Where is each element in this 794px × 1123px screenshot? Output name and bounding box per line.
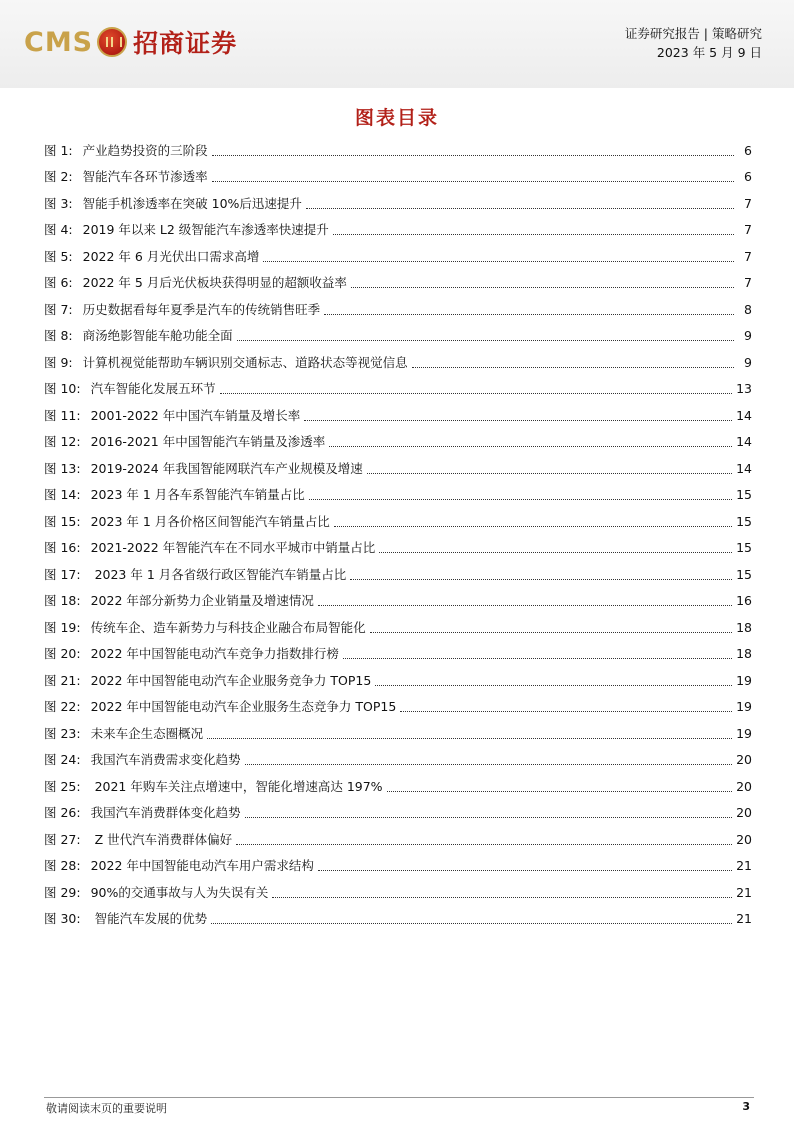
toc-entry-label: 图 18: xyxy=(44,593,81,608)
toc-entry[interactable] xyxy=(44,159,752,186)
toc-entry-page: 21 xyxy=(736,858,752,873)
toc-leader-dots xyxy=(245,763,732,765)
toc-leader-dots xyxy=(324,313,734,315)
toc-leader-dots xyxy=(272,896,732,898)
toc-entry-page: 18 xyxy=(736,646,752,661)
toc-entry[interactable] xyxy=(44,477,752,504)
toc-entry-label: 图 2: xyxy=(44,169,73,184)
toc-entry-title: 2022 年部分新势力企业销量及增速情况 xyxy=(90,593,314,608)
toc-entry-label: 图 16: xyxy=(44,540,81,555)
toc-entry[interactable] xyxy=(44,609,752,636)
report-date: 2023 年 5 月 9 日 xyxy=(656,45,762,60)
toc-entry[interactable] xyxy=(44,742,752,769)
toc-leader-dots xyxy=(245,816,732,818)
footer-divider xyxy=(44,1097,754,1098)
toc-entry-title: 我国汽车消费需求变化趋势 xyxy=(90,752,241,767)
toc-entry-title: 2022 年中国智能电动汽车企业服务竞争力 TOP15 xyxy=(90,672,372,688)
figure-toc xyxy=(44,132,752,927)
toc-entry-title: 汽车智能化发展五环节 xyxy=(90,381,216,396)
toc-entry-label: 图 15: xyxy=(44,513,81,529)
toc-entry-title: 2023 年 1 月各车系智能汽车销量占比 xyxy=(90,487,305,502)
toc-entry-label: 图 13: xyxy=(44,460,81,476)
toc-entry-title: 2022 年中国智能电动汽车企业服务生态竞争力 TOP15 xyxy=(90,699,397,714)
toc-leader-dots xyxy=(400,710,732,712)
toc-entry[interactable] xyxy=(44,583,752,610)
toc-entry-label: 图 30: xyxy=(44,911,81,926)
toc-entry-page: 7 xyxy=(744,222,752,237)
toc-entry-page: 15 xyxy=(736,487,752,502)
toc-entry[interactable] xyxy=(44,821,752,848)
toc-entry-page: 13 xyxy=(736,381,752,396)
toc-entry-title: 2022 年 6 月光伏出口需求高增 xyxy=(82,248,260,264)
toc-entry[interactable] xyxy=(44,503,752,530)
toc-entry-label: 图 6: xyxy=(44,275,73,290)
toc-entry-title: 2022 年中国智能电动汽车竞争力指数排行榜 xyxy=(90,646,339,661)
toc-entry-label: 图 14: xyxy=(44,487,81,502)
toc-entry[interactable] xyxy=(44,848,752,875)
toc-entry-label: 图 28: xyxy=(44,858,81,873)
toc-entry[interactable] xyxy=(44,291,752,318)
toc-entry-title: 传统车企、造车新势力与科技企业融合布局智能化 xyxy=(90,619,366,635)
cms-logo xyxy=(24,22,237,62)
toc-entry-page: 19 xyxy=(736,725,752,741)
toc-leader-dots xyxy=(412,366,734,368)
toc-leader-dots xyxy=(379,551,732,553)
toc-entry-title: 历史数据看每年夏季是汽车的传统销售旺季 xyxy=(82,301,321,317)
toc-entry[interactable] xyxy=(44,768,752,795)
toc-entry[interactable] xyxy=(44,715,752,742)
toc-entry-page: 15 xyxy=(736,566,752,582)
toc-entry-label: 图 1: xyxy=(44,142,73,158)
toc-entry-page: 7 xyxy=(744,195,752,211)
toc-leader-dots xyxy=(329,445,732,447)
toc-entry-page: 8 xyxy=(744,301,752,317)
toc-entry-label: 图 11: xyxy=(44,407,81,423)
toc-entry-page: 19 xyxy=(736,699,752,714)
toc-entry-page: 14 xyxy=(736,434,752,449)
toc-entry-page: 15 xyxy=(736,540,752,555)
toc-entry-page: 21 xyxy=(736,911,752,926)
toc-entry-page: 14 xyxy=(736,460,752,476)
toc-entry[interactable] xyxy=(44,397,752,424)
page-title: 图表目录 xyxy=(354,107,439,129)
toc-entry[interactable] xyxy=(44,318,752,345)
footer-page-number: 3 xyxy=(742,1100,750,1113)
toc-entry-title: 2021-2022 年智能汽车在不同水平城市中销量占比 xyxy=(90,540,376,555)
toc-entry[interactable] xyxy=(44,450,752,477)
toc-entry-page: 19 xyxy=(736,672,752,688)
toc-entry-title: 2021 年购车关注点增速中，智能化增速高达 197% xyxy=(90,778,383,794)
toc-entry[interactable] xyxy=(44,212,752,239)
toc-entry-title: 2023 年 1 月各价格区间智能汽车销量占比 xyxy=(90,513,330,529)
toc-entry-label: 图 26: xyxy=(44,805,81,820)
toc-entry-title: 2022 年 5 月后光伏板块获得明显的超额收益率 xyxy=(82,275,347,290)
toc-leader-dots xyxy=(318,869,732,871)
toc-entry-label: 图 3: xyxy=(44,195,73,211)
toc-entry[interactable] xyxy=(44,636,752,663)
toc-entry-label: 图 17: xyxy=(44,566,81,582)
toc-leader-dots xyxy=(212,180,734,182)
toc-entry-title: 90%的交通事故与人为失误有关 xyxy=(90,884,269,900)
toc-entry-label: 图 24: xyxy=(44,752,81,767)
toc-entry[interactable] xyxy=(44,689,752,716)
toc-entry[interactable] xyxy=(44,874,752,901)
toc-leader-dots xyxy=(351,286,734,288)
toc-entry-title: 产业趋势投资的三阶段 xyxy=(82,142,208,158)
header-info xyxy=(625,24,762,62)
toc-entry[interactable] xyxy=(44,132,752,159)
toc-leader-dots xyxy=(211,922,732,924)
toc-leader-dots xyxy=(263,260,734,262)
toc-entry-title: 我国汽车消费群体变化趋势 xyxy=(90,805,241,820)
toc-entry-label: 图 9: xyxy=(44,354,73,370)
toc-entry-page: 20 xyxy=(736,831,752,847)
toc-entry-title: 智能汽车发展的优势 xyxy=(90,911,208,926)
toc-leader-dots xyxy=(309,498,732,500)
toc-entry-page: 6 xyxy=(744,169,752,184)
toc-leader-dots xyxy=(333,233,734,235)
toc-leader-dots xyxy=(212,154,734,156)
toc-entry-label: 图 19: xyxy=(44,619,81,635)
page-header xyxy=(0,0,794,88)
toc-leader-dots xyxy=(207,737,732,739)
toc-entry-label: 图 10: xyxy=(44,381,81,396)
toc-entry-page: 16 xyxy=(736,593,752,608)
toc-entry[interactable] xyxy=(44,344,752,371)
toc-entry-page: 14 xyxy=(736,407,752,423)
toc-entry-page: 20 xyxy=(736,778,752,794)
toc-leader-dots xyxy=(343,657,732,659)
toc-leader-dots xyxy=(334,525,732,527)
toc-entry-label: 图 27: xyxy=(44,831,81,847)
toc-entry-label: 图 8: xyxy=(44,328,73,343)
toc-entry-title: 计算机视觉能帮助车辆识别交通标志、道路状态等视觉信息 xyxy=(82,354,408,370)
toc-entry-page: 20 xyxy=(736,805,752,820)
toc-entry[interactable] xyxy=(44,530,752,557)
logo-latin-text: CMS xyxy=(24,26,94,58)
toc-entry-page: 20 xyxy=(736,752,752,767)
toc-leader-dots xyxy=(350,578,732,580)
toc-entry-title: 2023 年 1 月各省级行政区智能汽车销量占比 xyxy=(90,566,347,582)
toc-entry-label: 图 5: xyxy=(44,248,73,264)
toc-leader-dots xyxy=(304,419,732,421)
toc-leader-dots xyxy=(237,339,734,341)
toc-leader-dots xyxy=(387,790,733,792)
logo-chinese-text: 招商证券 xyxy=(133,29,238,58)
toc-entry-title: 2022 年中国智能电动汽车用户需求结构 xyxy=(90,858,314,873)
logo-emblem-icon xyxy=(97,27,127,57)
toc-leader-dots xyxy=(367,472,732,474)
toc-entry-title: 2019 年以来 L2 级智能汽车渗透率快速提升 xyxy=(82,222,329,237)
toc-entry-label: 图 21: xyxy=(44,672,81,688)
toc-entry-title: 智能手机渗透率在突破 10%后迅速提升 xyxy=(82,195,302,211)
toc-entry[interactable] xyxy=(44,238,752,265)
toc-entry[interactable] xyxy=(44,185,752,212)
toc-entry-title: 商汤绝影智能车舱功能全面 xyxy=(82,328,233,343)
toc-entry-label: 图 29: xyxy=(44,884,81,900)
toc-entry[interactable] xyxy=(44,662,752,689)
toc-entry-page: 9 xyxy=(744,328,752,343)
toc-entry-label: 图 20: xyxy=(44,646,81,661)
toc-entry[interactable] xyxy=(44,901,752,928)
toc-entry-title: 2016-2021 年中国智能汽车销量及渗透率 xyxy=(90,434,326,449)
toc-leader-dots xyxy=(236,843,732,845)
toc-entry-title: 2001-2022 年中国汽车销量及增长率 xyxy=(90,407,301,423)
toc-entry-title: Z 世代汽车消费群体偏好 xyxy=(90,831,233,847)
toc-entry-page: 9 xyxy=(744,354,752,370)
toc-entry-label: 图 25: xyxy=(44,778,81,794)
toc-leader-dots xyxy=(220,392,732,394)
toc-entry-page: 15 xyxy=(736,513,752,529)
toc-entry[interactable] xyxy=(44,424,752,451)
toc-entry-page: 18 xyxy=(736,619,752,635)
toc-leader-dots xyxy=(318,604,732,606)
toc-entry[interactable] xyxy=(44,265,752,292)
toc-entry[interactable] xyxy=(44,556,752,583)
footer-note: 敬请阅读末页的重要说明 xyxy=(46,1102,167,1115)
toc-entry-page: 21 xyxy=(736,884,752,900)
report-type: 证券研究报告 | 策略研究 xyxy=(624,26,762,41)
toc-entry-label: 图 7: xyxy=(44,301,73,317)
toc-entry-label: 图 22: xyxy=(44,699,81,714)
toc-entry-page: 7 xyxy=(744,248,752,264)
toc-entry-label: 图 12: xyxy=(44,434,81,449)
toc-leader-dots xyxy=(306,207,734,209)
toc-leader-dots xyxy=(370,631,732,633)
toc-entry-page: 6 xyxy=(744,142,752,158)
toc-entry[interactable] xyxy=(44,371,752,398)
toc-entry-title: 2019-2024 年我国智能网联汽车产业规模及增速 xyxy=(90,460,363,476)
toc-leader-dots xyxy=(375,684,732,686)
toc-entry-label: 图 23: xyxy=(44,725,81,741)
toc-entry[interactable] xyxy=(44,795,752,822)
toc-entry-label: 图 4: xyxy=(44,222,73,237)
toc-entry-page: 7 xyxy=(744,275,752,290)
toc-entry-title: 智能汽车各环节渗透率 xyxy=(82,169,208,184)
toc-entry-title: 未来车企生态圈概况 xyxy=(90,725,204,741)
